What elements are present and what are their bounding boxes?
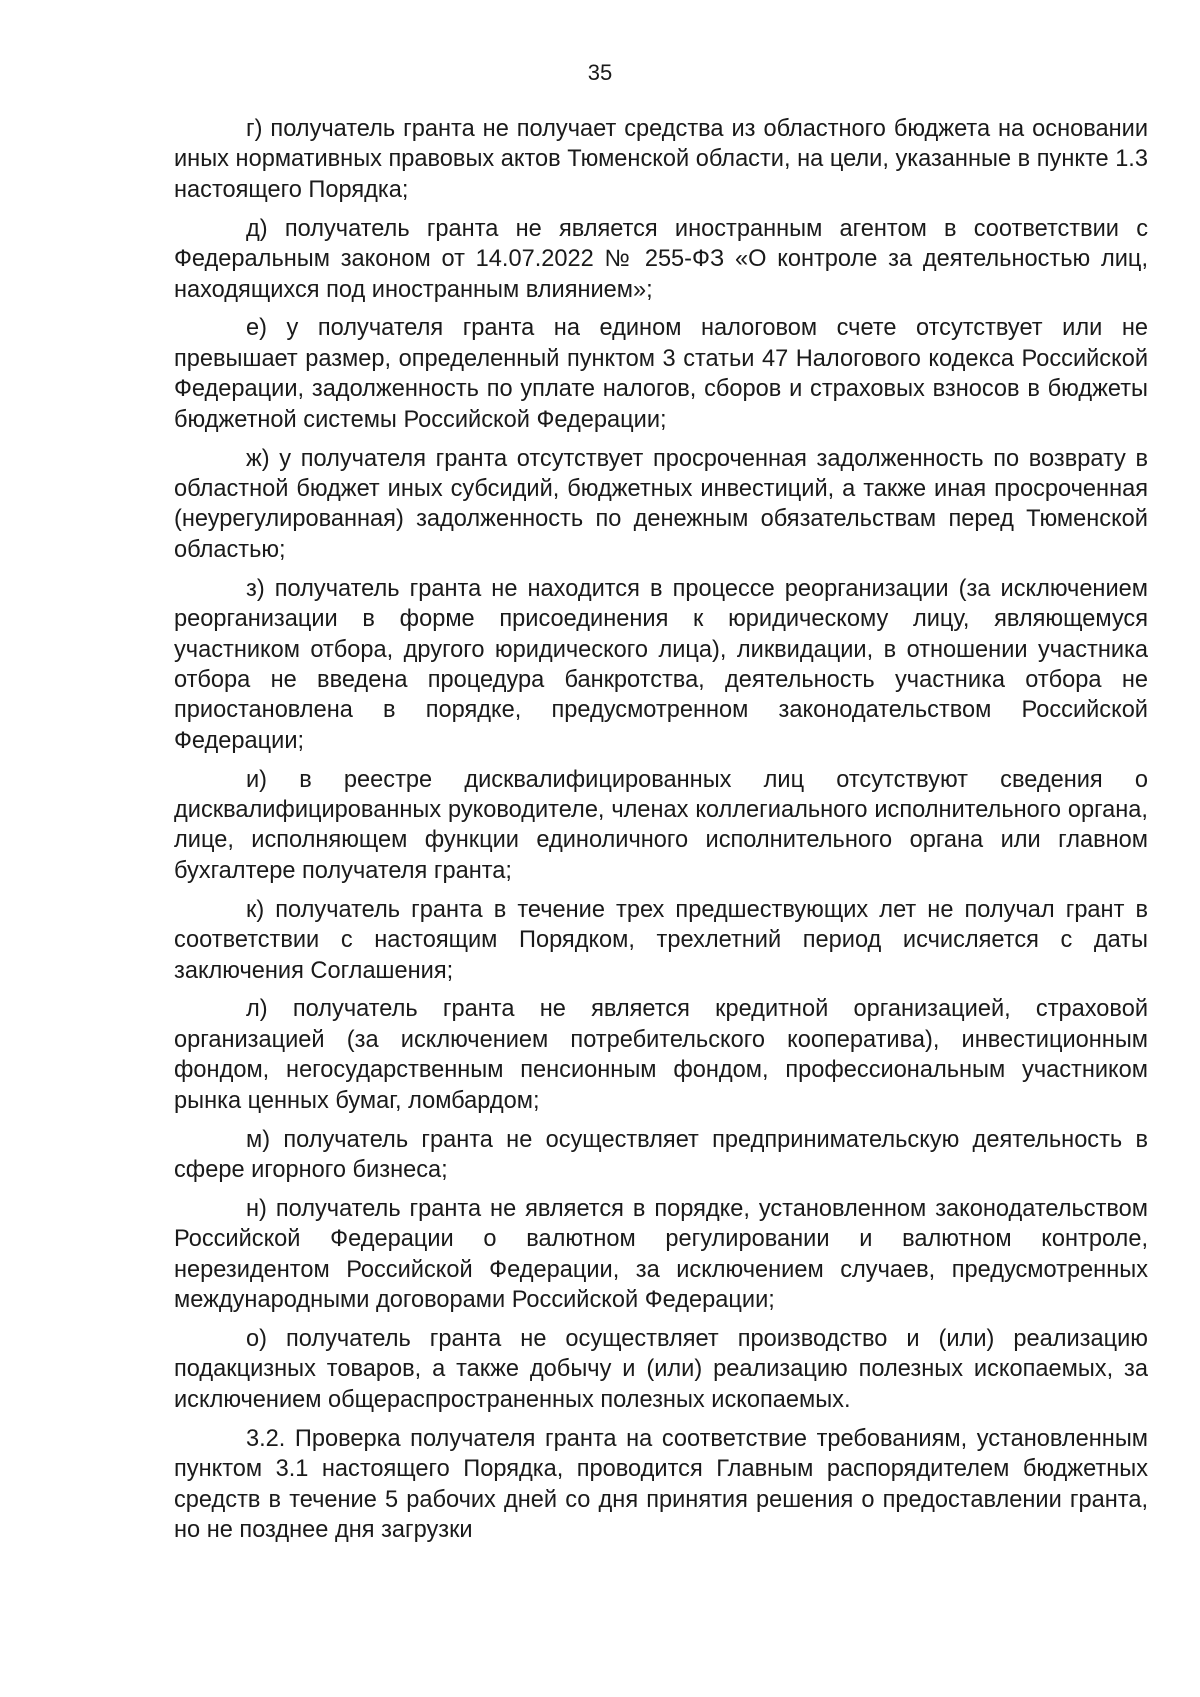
- paragraph-e: е) у получателя гранта на едином налоговом счете отсутствует или не превышает размер, определенный пунктом 3 статьи 47 Налогового кодекса Российской Федерации, задолженность по уплате налогов, сборов и страховых взносов в бюджеты бюджетной системы Российской Федерации;: [174, 315, 1148, 433]
- document-body: [174, 114, 1148, 1554]
- paragraph-m: м) получатель гранта не осуществляет предпринимательскую деятельность в сфере игорного бизнеса;: [174, 1126, 1148, 1183]
- paragraph-o: о) получатель гранта не осуществляет производство и (или) реализацию подакцизных товаров, а также добычу и (или) реализацию полезных ископаемых, за исключением общераспространенных полезных ископаемых.: [174, 1326, 1148, 1413]
- paragraph-g: г) получатель гранта не получает средства из областного бюджета на основании иных нормативных правовых актов Тюменской области, на цели, указанные в пункте 1.3 настоящего Порядка;: [174, 116, 1148, 203]
- paragraph-3-2: 3.2. Проверка получателя гранта на соответствие требованиям, установленным пунктом 3.1 настоящего Порядка, проводится Главным распорядителем бюджетных средств в течение 5 рабочих дней со дня принятия решения о предоставлении гранта, но не позднее дня загрузки: [174, 1425, 1148, 1543]
- paragraph-zh: ж) у получателя гранта отсутствует просроченная задолженность по возврату в областной бюджет иных субсидий, бюджетных инвестиций, а также иная просроченная (неурегулированная) задолженность по денежным обязательствам перед Тюменской областью;: [174, 445, 1148, 563]
- paragraph-z: з) получатель гранта не находится в процессе реорганизации (за исключением реорганизации в форме присоединения к юридическому лицу, являющемуся участником отбора, другого юридического лица), ликвидации, в отношении участника отбора не введена процедура банкротства, деятельность участника отбора не приостановлена в порядке, предусмотренном законодательством Российской Федерации;: [174, 575, 1148, 754]
- page-number: 35: [587, 60, 613, 85]
- paragraph-n: н) получатель гранта не является в порядке, установленном законодательством Российской Федерации о валютном регулировании и валютном контроле, нерезидентом Российской Федерации, за исключением случаев, предусмотренных международными договорами Российской Федерации;: [174, 1195, 1148, 1314]
- paragraph-l: л) получатель гранта не является кредитной организацией, страховой организацией (за исключением потребительского кооператива), инвестиционным фондом, негосударственным пенсионным фондом, профессиональным участником рынка ценных бумаг, ломбардом;: [174, 996, 1148, 1114]
- paragraph-k: к) получатель гранта в течение трех предшествующих лет не получал грант в соответствии с настоящим Порядком, трехлетний период исчисляется с даты заключения Соглашения;: [174, 896, 1148, 984]
- paragraph-d: д) получатель гранта не является иностранным агентом в соответствии с Федеральным законом от 14.07.2022 № 255-ФЗ «О контроле за деятельностью лиц, находящихся под иностранным влиянием»;: [174, 215, 1148, 303]
- paragraph-i: и) в реестре дисквалифицированных лиц отсутствуют сведения о дисквалифицированных руководителе, членах коллегиального исполнительного органа, лице, исполняющем функции единоличного исполнительного органа или главном бухгалтере получателя гранта;: [174, 766, 1148, 884]
